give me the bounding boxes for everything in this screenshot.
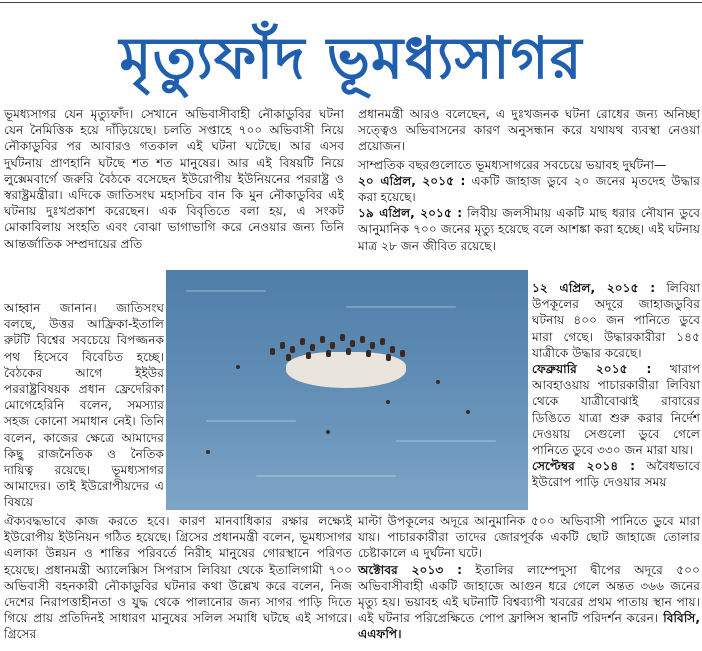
wave (346, 306, 456, 308)
article-wrap-left (4, 300, 164, 511)
incident-date: ১৯ এপ্রিল, ২০১৫ : (358, 206, 463, 221)
top-rule (0, 2, 702, 3)
source-credit: বিবিসি, এএফপি। (358, 611, 700, 642)
article-paragraph: ঐক্যবদ্ধভাবে কাজ করতে হবে। কারণ মানবাধিকার রক্ষার লক্ষ্যেই ইউরোপীয় ইউনিয়ন গঠিত হয়েছে। গ্রিসের প্রধানমন্ত্রী বলেন, ভূমধ্যসাগর এলাকা উন্নয়ন ও শান্তির পরিবর্তে নিরীহ মানুষের গোরস্থানে পরিণত হয়েছে। প্রধানমন্ত্রী অ্যালেক্সিস সিপরাস লিবিয়া থেকে ইতালিগামী ৭০০ অভিবাসী বহনকারী নৌকাডুবির ঘটনার কথা উল্লেখ করে বলেন, নিজ দেশের নিরাপত্তাহীনতা ও যুদ্ধ থেকে পালানোর জন্য সাগর পাড়ি দিতে গিয়ে প্রায় প্রতিদিনই সাধারণ মানুষের সলিল সমাধি ঘটছে এই সাগরে। গ্রিসের (4, 514, 352, 642)
incident-continuation: মাল্টা উপকূলের অদূরে আনুমানিক ৫০০ অভিবাসী পানিতে ডুবে মারা যায়। পাচারকারীরা তাদের জোরপূর্বক একটি ছোট জাহাজে তোলার চেষ্টাকালে এ দুর্ঘটনা ঘটে। (358, 514, 700, 561)
swimmer (206, 450, 210, 454)
incident-date: ১২ এপ্রিল, ২০১৫ : (532, 281, 656, 295)
article-wrap-right (532, 280, 700, 491)
swimmer (386, 400, 390, 404)
boat-passengers (262, 328, 422, 368)
intro-paragraph: প্রধানমন্ত্রী আরও বলেছেন, এ দুঃখজনক ঘটনা রোধের জন্য অনিচ্ছা সত্ত্বেও অভিবাসনের কারণ অনুসন্ধান করে যথাযথ ব্যবস্থা নেওয়া প্রয়োজন। (358, 107, 700, 154)
incident-text: খারাপ আবহাওয়ায় পাচারকারীরা লিবিয়া থেকে যাত্রীবোঝাই রাবারের ডিঙিতে যাত্রা শুরু করার নির্দেশ দেওয়ায় সেগুলো ডুবে গেলে পানিতে ডুবে ৩৩০ জন মারা যায়। (532, 362, 700, 458)
incident-item (532, 361, 700, 458)
swimmer (236, 365, 240, 369)
incident-text: ইতালির লাম্পেদুসা দ্বীপের অদূরে ৫০০ অভিবাসীবাহী একটি জাহাজে আগুন ধরে গেলে অন্তত ৩৬৬ জনের মৃত্যু হয়। ভয়াবহ এই ঘটনাটি বিশ্বব্যাপী খবরের প্রথম পাতায় স্থান পায়। এই ঘটনার পরিপ্রেক্ষিতে পোপ ফ্রান্সিস স্থানটি পরিদর্শন করেন। (358, 562, 701, 626)
incident-date: অক্টোবর ২০১৩ : (358, 562, 462, 577)
wave (396, 440, 496, 442)
swimmer (436, 380, 440, 384)
wave (186, 290, 266, 292)
incident-item (532, 280, 700, 361)
swimmer (326, 430, 330, 434)
incident-text: অবৈধভাবে ইউরোপ পাড়ি দেওয়ার সময় (532, 459, 700, 490)
article-column-left (4, 106, 344, 252)
incident-item (358, 205, 700, 254)
migrant-boat-photo (166, 270, 528, 510)
incidents-lead: সাম্প্রতিক বছরগুলোতে ভূমধ্যসাগরের সবচেয়ে ভয়াবহ দুর্ঘটনা— (358, 157, 667, 172)
headline: মৃত্যুফাঁদ ভূমধ্যসাগর (119, 24, 583, 92)
incident-date: ফেব্রুয়ারি ২০১৫ : (532, 362, 652, 377)
article-paragraph: আহ্বান জানান। জাতিসংঘ বলছে, উত্তর আফ্রিকা-ইতালি রুটটি বিশ্বের সবচেয়ে বিপজ্জনক পথ হিসেবে বিবেচিত হচ্ছে। বৈঠকের আগে ইইউর পররাষ্ট্রবিষয়ক প্রধান ফ্রেদেরিকা মোগেহেরিনি বলেন, সমস্যার সহজ কোনো সমাধান নেই। তিনি বলেন, কাজের ক্ষেত্রে আমাদের কিছু রাজনৈতিক ও নৈতিক দায়িত্ব রয়েছে। ভূমধ্যসাগর আমাদের। তাই ইউরোপীয়দের এ বিষয়ে (4, 301, 164, 510)
incident-text: লিবীয় জলসীমায় একটি মাছ ধরার নৌযান ডুবে আনুমানিক ৭০০ জনের মৃত্যু হয়েছে বলে আশঙ্কা করা হচ্ছে। এই ঘটনায় মাত্র ২৮ জন জীবিত রয়েছে। (358, 206, 700, 253)
article-paragraph: ভূমধ্যসাগর যেন মৃত্যুফাঁদ। সেখানে অভিবাসীবাহী নৌকাডুবির ঘটনা যেন নৈমিত্তিক হয়ে দাঁড়িয়েছে। চলতি সপ্তাহে ৭০০ অভিবাসী নিয়ে নৌকাডুবির পর আবারও গতকাল এই ঘটনা ঘটেছে। আর এসব দুর্ঘটনায় প্রাণহানি ঘটছে শত শত মানুষের। আর এই বিষয়টি নিয়ে লুক্সেমবার্গে জরুরি বৈঠকে বসেছেন ইউরোপীয় ইউনিয়নের পররাষ্ট্র ও স্বরাষ্ট্রমন্ত্রীরা। এদিকে জাতিসংঘ মহাসচিব বান কি মুন নৌকাডুবির এই ঘটনায় দুঃখপ্রকাশ করেছেন। এক বিবৃতিতে বলা হয়, এ সংকট মোকাবিলায় সংহতি এবং বোঝা ভাগাভাগি করে নেওয়ার জন্য তিনি আন্তর্জাতিক সম্প্রদায়ের প্রতি (4, 107, 344, 251)
wave (256, 475, 396, 477)
incident-item (358, 173, 700, 205)
article-bottom-left (4, 513, 352, 643)
incident-text: একটি জাহাজ ডুবে ২০ জনের মৃতদেহ উদ্ধার করা হয়েছে। (358, 173, 701, 205)
incident-item (532, 458, 700, 490)
article-column-right (358, 106, 700, 254)
article-bottom-right (358, 513, 700, 643)
swimmer (466, 410, 470, 414)
incident-date: ২০ এপ্রিল, ২০১৫ : (358, 173, 466, 188)
incident-date: সেপ্টেম্বর ২০১৪ : (532, 459, 635, 474)
incident-text: লিবিয়া উপকূলের অদূরে জাহাজডুবির ঘটনায় ৪০০ জন পানিতে ডুবে মারা গেছে। উদ্ধারকারীরা ১৪৫ যাত্রীকে উদ্ধার করেছে। (532, 281, 700, 360)
incident-item (358, 562, 700, 643)
wave (206, 420, 296, 422)
